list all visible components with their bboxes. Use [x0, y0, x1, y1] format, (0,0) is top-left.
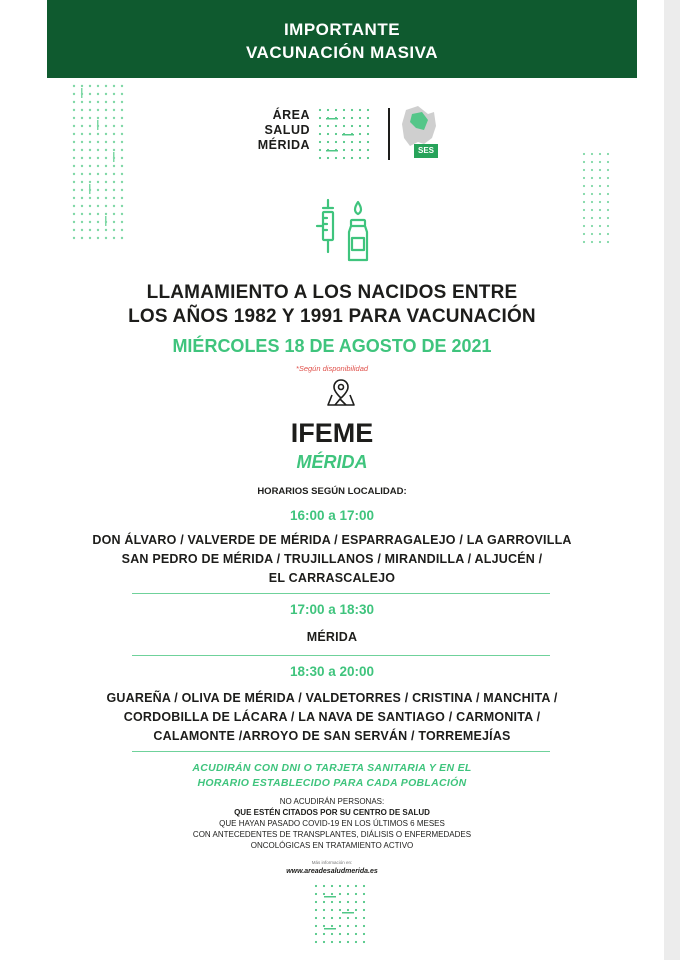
time-slot: 17:00 a 18:30 [289, 602, 375, 617]
page-edge [664, 0, 680, 960]
map-pin-icon [326, 377, 356, 407]
dot-pattern-icon [72, 84, 124, 244]
logo-line: SALUD [264, 123, 310, 137]
venue-city: MÉRIDA [296, 452, 368, 472]
exclusion-item: CON ANTECEDENTES DE TRANSPLANTES, DIÁLISIS O ENFERMEDADES [192, 830, 472, 839]
town-list-line: SAN PEDRO DE MÉRIDA / TRUJILLANOS / MIRANDILLA / ALJUCÉN / [121, 552, 543, 566]
section-divider [132, 751, 550, 752]
exclusion-item: QUE ESTÉN CITADOS POR SU CENTRO DE SALUD [234, 808, 430, 817]
dot-pattern-icon [318, 108, 372, 160]
logo-line: ÁREA [272, 108, 310, 122]
web-caption: Más información en: [311, 860, 353, 865]
town-list-line: GUAREÑA / OLIVA DE MÉRIDA / VALDETORRES / CRISTINA / MANCHITA / [106, 691, 558, 705]
header-title-line1: IMPORTANTE [283, 20, 401, 39]
town-list-line: DON ÁLVARO / VALVERDE DE MÉRIDA / ESPARRAGALEJO / LA GARROVILLA [92, 533, 572, 547]
schedule-heading: HORARIOS SEGÚN LOCALIDAD: [257, 486, 407, 497]
header-title-line2: VACUNACIÓN MASIVA [245, 43, 439, 62]
availability-note: *Según disponibilidad [295, 364, 369, 373]
logo-divider [388, 108, 390, 160]
dot-pattern-icon [314, 884, 370, 946]
section-divider [132, 593, 550, 594]
announcement-line2: LOS AÑOS 1982 Y 1991 PARA VACUNACIÓN [128, 306, 536, 327]
section-divider [132, 655, 550, 656]
instructions-line1: ACUDIRÁN CON DNI O TARJETA SANITARIA Y EN EL [192, 762, 472, 774]
town-list-line: CALAMONTE /ARROYO DE SAN SERVÁN / TORREMEJÍAS [153, 729, 511, 743]
town-list-line: EL CARRASCALEJO [268, 571, 396, 585]
ses-badge: SES [414, 144, 438, 158]
website-link[interactable]: www.areadesaludmerida.es [286, 868, 378, 875]
instructions-line2: HORARIO ESTABLECIDO PARA CADA POBLACIÓN [197, 777, 467, 789]
venue-name: IFEME [290, 418, 374, 448]
vaccination-date: MIÉRCOLES 18 DE AGOSTO DE 2021 [172, 336, 492, 356]
dot-pattern-icon [582, 152, 612, 244]
area-salud-logo [240, 108, 310, 153]
time-slot: 18:30 a 20:00 [289, 664, 375, 679]
exclusion-item: ONCOLÓGICAS EN TRATAMIENTO ACTIVO [250, 841, 414, 850]
header-banner [47, 0, 637, 78]
exclusions-heading: NO ACUDIRÁN PERSONAS: [279, 797, 385, 806]
syringe-vial-icon [314, 198, 374, 268]
town-list-line: CORDOBILLA DE LÁCARA / LA NAVA DE SANTIAGO / CARMONITA / [123, 710, 541, 724]
announcement-line1: LLAMAMIENTO A LOS NACIDOS ENTRE [146, 282, 518, 303]
logo-line: MÉRIDA [257, 138, 310, 152]
exclusion-item: QUE HAYAN PASADO COVID-19 EN LOS ÚLTIMOS 6 MESES [219, 819, 445, 828]
time-slot: 16:00 a 17:00 [289, 508, 375, 523]
town-list-line: MÉRIDA [306, 630, 358, 644]
